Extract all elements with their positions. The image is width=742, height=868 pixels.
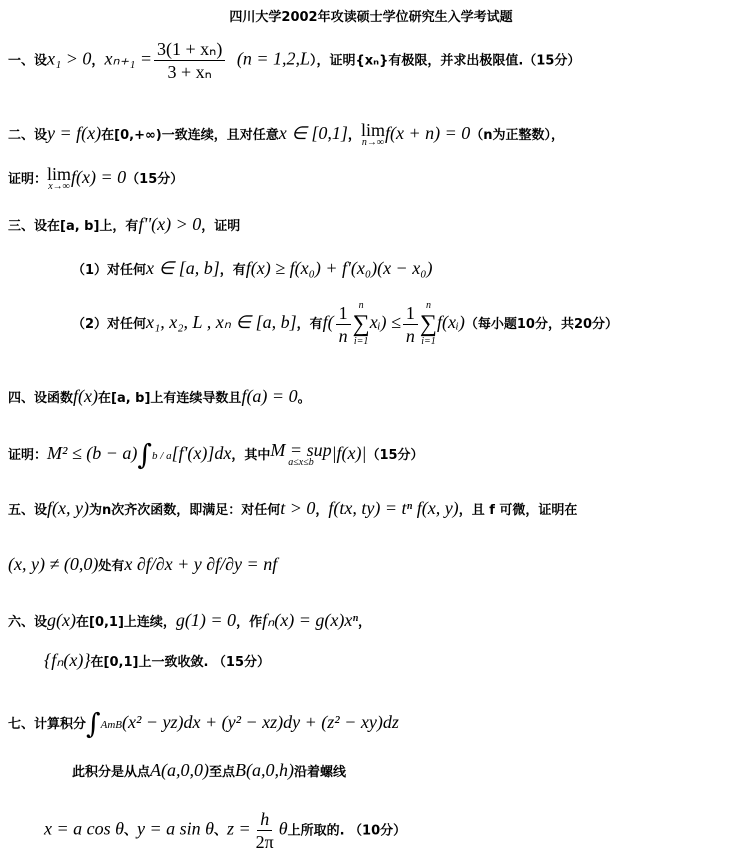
q1-num: 3(1 + xₙ) [154,38,225,61]
question-3-part-1 [72,258,432,281]
q4-line2-expr: M² ≤ (b − a) [47,443,138,463]
q5-line2-expr: x ∂f/∂x + y ∂f/∂y = nf [124,554,278,574]
q6-g: g(x) [47,610,76,630]
q2-comma: ， [347,128,361,143]
q4-label: 四、设函数 [8,391,74,406]
q6-expr: fₙ(x) = g(x)xⁿ [262,610,359,630]
q2-f: y = f(x) [47,123,102,143]
q7-line3-z-lhs: z = [227,818,251,839]
q4-f: f(x) [73,386,98,406]
q7-expr: (x² − yz)dx + (y² − xz)dy + (z² − xy)dz [122,712,399,732]
q7-line3-sep1: 、 [123,823,137,839]
question-3-part-2 [72,300,618,348]
q3-p2-sum1-top: n [358,300,364,311]
q4-line2-text: ，其中 [231,448,271,463]
q3-p2-frac1-num: 1 [336,302,351,325]
question-5 [8,498,577,521]
question-5-line-2 [8,554,277,577]
question-1 [8,38,580,83]
q2-line2-score: （15分） [126,172,184,187]
q3-p2-sum2: n ∑ i=1 [419,300,438,347]
q3-p2-cond: x₁, x₂, L , xₙ ∈ [a, b] [146,312,297,332]
q4-line2-abs: |f(x)| [331,443,367,463]
q4-line2-integrand: [f'(x)]dx [171,443,232,463]
q1-den: 3 + xₙ [167,62,212,82]
question-2-line-2 [8,166,183,192]
q4-sup [270,442,331,468]
q4-int-bounds: b / a [152,450,172,462]
q3-cond: f''(x) > 0 [138,214,202,234]
q1-fraction [154,38,225,83]
q2-lim: lim [360,120,385,140]
q1-text: ），证明{xₙ}有极限，并求出极限值.（15分） [310,53,581,69]
q3-p2-rhs: f(xᵢ) [437,312,465,332]
q5-text2: ，且 f 可微，证明在 [458,503,578,518]
q2-label: 二、设 [8,128,48,143]
question-7 [8,707,399,740]
q5-expr: f(tx, ty) = tⁿ f(x, y) [328,498,459,518]
q5-label: 五、设 [8,503,48,518]
q5-line2-text: 处有 [98,559,125,574]
question-4 [8,386,311,409]
q7-sub: AmB [100,719,122,731]
q7-line3-y: y = a sin θ [137,818,214,839]
q2-text1: 在[0,+∞)一致连续，且对任意 [101,128,279,143]
integral-sign-icon: ∫ [86,707,101,740]
q5-cond: t > 0 [280,498,316,518]
q3-p2-lhs: f( [322,312,334,332]
q7-line2-text2: 至点 [209,765,236,780]
q7-line2-A: A(a,0,0) [150,760,209,780]
q5-text1: 为n次齐次函数，即满足：对任何 [88,503,281,518]
q6-label: 六、设 [8,615,48,630]
q6-text1: 在[0,1]上连续， [76,615,176,630]
q3-p1-expr: f(x) ≥ f(x₀) + f'(x₀)(x − x₀) [245,258,433,278]
q6-cond: g(1) = 0 [175,610,237,630]
q3-p2-sum2-bot: i=1 [421,336,436,347]
q2-text2: （n为正整数）， [470,128,564,143]
question-3 [8,214,240,237]
q7-line2-text1: 此积分是从点 [72,765,151,780]
q6-line2-expr: {fₙ(x)} [44,650,91,670]
q3-p2-label: （2）对任何 [72,317,147,332]
q1-sep: ， [91,53,105,69]
q2-line2-sub: x→∞ [48,181,70,192]
q2-limit [361,122,385,148]
q7-label: 七、计算积分 [8,717,87,732]
q4-line2-score: （15分） [366,448,424,463]
q1-range: (n = 1,2,L [236,48,311,69]
q2-cond: x ∈ [0,1] [278,123,348,143]
q3-p1-text: ，有 [219,263,246,278]
q1-lhs: xₙ₊₁ = [104,48,153,69]
q6-text2: ，作 [236,615,263,630]
q4-line2-sub: a≤x≤b [288,457,314,468]
page-title: 四川大学2002年攻读硕士学位研究生入学考试题 [229,10,513,25]
q3-p2-frac1-den: n [338,325,348,346]
q2-line2-limit [47,166,71,192]
q4-cond: f(a) = 0 [241,386,298,406]
q6-line2-text: 在[0,1]上一致收敛. （15分） [90,655,271,670]
q7-line3-z-den: 2π [255,832,274,852]
q7-line2-B: B(a,0,h) [235,760,294,780]
q2-line2-label: 证明： [8,172,48,187]
q5-f: f(x, y) [47,498,89,518]
integral-sign-icon: ∫ [137,438,153,471]
q3-p2-sum1: n ∑ i=1 [352,300,370,347]
q4-line2-label: 证明： [8,448,48,463]
q3-p2-text: ，有 [296,317,323,332]
q3-p2-frac2 [403,302,418,347]
q4-text2: 。 [297,391,311,406]
q3-p2-frac2-den: n [405,325,415,346]
q3-p2-frac2-num: 1 [403,302,418,325]
q7-line3-fraction [253,808,277,853]
q7-line3-text: 上所取的. （10分） [287,823,407,839]
q3-p2-sum1-bot: i=1 [353,336,369,347]
q7-line3-z-num: h [257,808,272,831]
q7-line3-x: x = a cos θ [44,818,124,839]
question-2 [8,122,564,148]
q5-comma: ， [315,503,329,518]
q2-expr: f(x + n) = 0 [384,123,471,143]
question-7-line-3 [44,808,406,853]
q7-line3-z-rhs: θ [278,818,288,839]
q2-line2-lim: lim [47,164,72,184]
question-7-line-2 [72,760,346,783]
question-6 [8,610,371,633]
q2-line2-expr: f(x) = 0 [71,167,127,187]
q5-line2-cond: (x, y) ≠ (0,0) [8,554,99,574]
q3-p2-sum2-top: n [425,300,431,311]
question-4-line-2 [8,438,424,471]
q4-line2-M: M = sup [270,440,332,460]
q7-line2-text3: 沿着螺线 [294,765,347,780]
q1-label: 一、设 [8,53,48,69]
q1-cond: x₁ > 0 [47,48,92,69]
q4-text1: 在[a, b]上有连续导数且 [98,391,242,406]
q3-text: ，证明 [201,219,241,234]
q3-p2-mid: xᵢ) ≤ [369,312,401,332]
q3-p2-frac1 [336,302,351,347]
q6-text3: ， [358,615,372,630]
question-6-line-2 [44,650,270,673]
q3-label: 三、设在[a, b]上，有 [8,219,139,234]
q7-line3-sep2: 、 [213,823,227,839]
q3-p1-label: （1）对任何 [72,263,147,278]
q3-p1-cond: x ∈ [a, b] [146,258,220,278]
q3-p2-score: （每小题10分，共20分） [464,317,619,332]
q2-lim-sub: n→∞ [361,137,385,148]
